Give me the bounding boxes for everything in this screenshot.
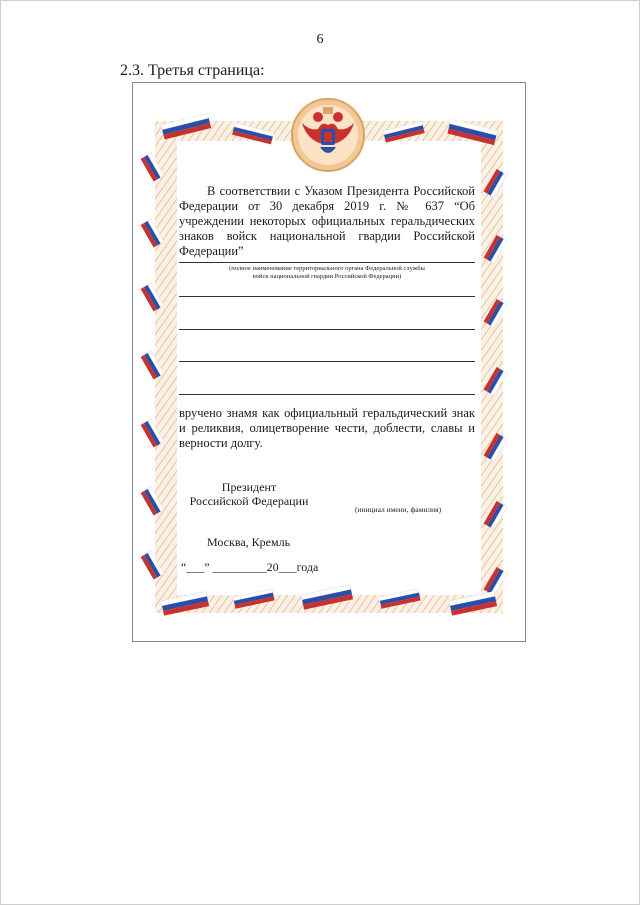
- unit-name-line-3[interactable]: [179, 329, 475, 330]
- award-text: вручено знамя как официальный геральдический знак и реликвия, олицетворение чести, доблести, славы и верности долгу.: [179, 406, 475, 450]
- eagle-emblem-icon: [288, 95, 368, 175]
- unit-name-line-4[interactable]: [179, 361, 475, 362]
- section-heading: 2.3. Третья страница:: [120, 62, 265, 79]
- unit-name-line-1[interactable]: [179, 262, 475, 263]
- date-line[interactable]: “___” _________20___года: [181, 560, 319, 574]
- signatory-title-line-2: Российской Федерации: [189, 494, 309, 508]
- signatory-title: [189, 480, 309, 508]
- decree-text: В соответствии с Указом Президента Российской Федерации от 30 декабря 2019 г. № 637 “Об учреждении некоторых официальных геральдических знаков войск национальной гвардии Российской Федерации”: [179, 184, 475, 258]
- unit-name-line-2[interactable]: [179, 296, 475, 297]
- page-number: 6: [316, 32, 324, 47]
- signatory-title-line-1: Президент: [221, 480, 277, 494]
- unit-name-caption-line-2: войск национальной гвардии Российской Федерации): [252, 273, 402, 280]
- place-text: Москва, Кремль: [207, 535, 291, 549]
- certificate-page: [132, 82, 526, 642]
- unit-name-line-5[interactable]: [179, 394, 475, 395]
- initials-caption: (инициал имени, фамилия): [355, 505, 442, 514]
- unit-name-caption-line-1: (полное наименование территориального органа Федеральной службы: [229, 265, 425, 272]
